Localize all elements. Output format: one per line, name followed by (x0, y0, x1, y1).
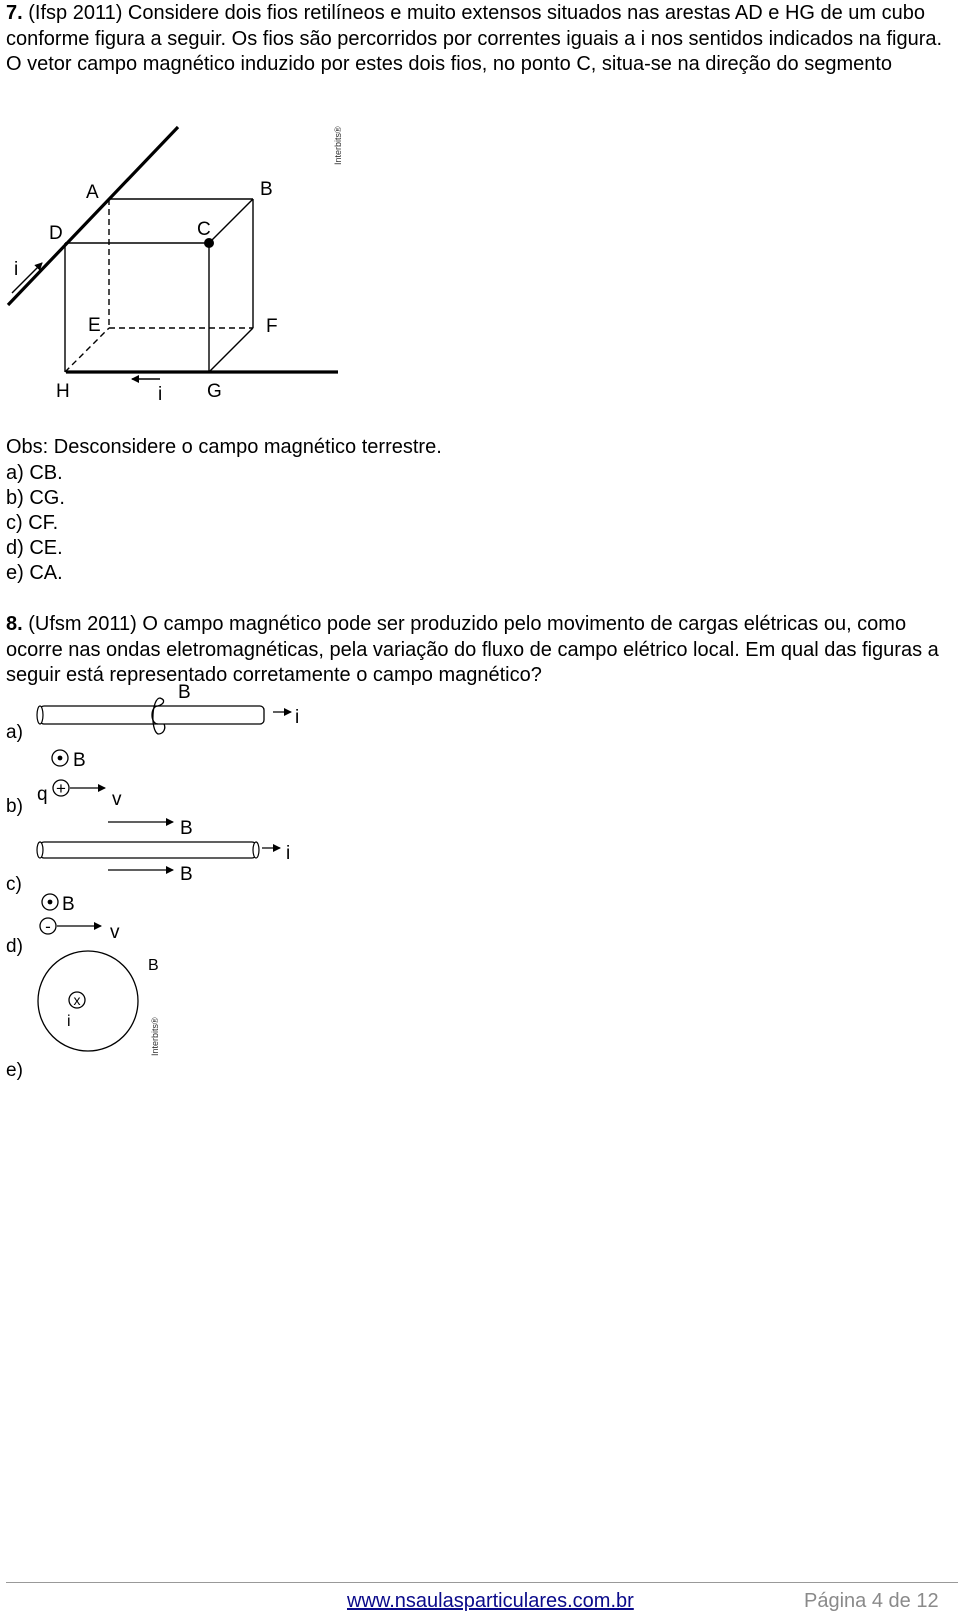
option-label-c: c) (6, 874, 22, 895)
option-e-b-label: B (148, 957, 159, 974)
option-c-b-label-bottom: B (180, 864, 193, 885)
question-7-obs: Obs: Desconsidere o campo magnético terrestre. (6, 436, 442, 458)
question-7-text (6, 1, 952, 78)
option-c-wire (40, 842, 256, 858)
q7-option-d: d) CE. (6, 537, 63, 559)
option-b-q-label: q (37, 784, 48, 805)
footer-page-number: Página 4 de 12 (804, 1590, 939, 1612)
option-b-v-label: v (112, 789, 122, 810)
question-7-statement: (Ifsp 2011) Considere dois fios retilíneos e muito extensos situados nas arestas AD e HG de um cubo conforme figura a seguir. Os fios são percorridos por correntes iguais a i nos sentidos indicados na figura. O vetor campo magnético induzido por estes dois fios, no ponto C, situa-se na direção do segmento (6, 2, 943, 75)
option-b-b-label: B (73, 750, 86, 771)
option-label-d: d) (6, 936, 23, 957)
option-d-v-label: v (110, 922, 120, 943)
question-8-statement: (Ufsm 2011) O campo magnético pode ser produzido pelo movimento de cargas elétricas ou, como ocorre nas ondas eletromagnéticas, pela variação do fluxo de campo elétrico local. Em qual das figuras a seguir está representado corretamente o campo magnético? (6, 613, 939, 686)
option-b-charge-sign: + (56, 779, 66, 798)
option-b-figure (37, 750, 122, 810)
question-8-text (6, 612, 952, 689)
option-e-i-label: i (67, 1013, 71, 1030)
option-a-b-label: B (178, 682, 191, 703)
question-7-number: 7. (6, 2, 23, 24)
label-a: A (86, 182, 99, 203)
label-i-wire-hg: i (158, 384, 163, 405)
footer-rule (6, 1582, 958, 1583)
option-c-b-label-top: B (180, 818, 193, 839)
q7-option-c: c) CF. (6, 512, 59, 534)
option-label-b: b) (6, 796, 23, 817)
label-b: B (260, 179, 273, 200)
option-d-charge-sign: - (45, 917, 51, 936)
option-a-i-label: i (295, 707, 300, 728)
fields-figure (0, 682, 320, 1110)
wire-ad (8, 127, 178, 305)
label-h: H (56, 381, 70, 402)
label-i-wire-ad: i (14, 259, 19, 280)
label-c: C (197, 219, 211, 240)
label-e: E (88, 315, 101, 336)
option-e-field-circle (38, 951, 138, 1051)
option-e-x-label: x (73, 992, 81, 1008)
q7-option-b: b) CG. (6, 487, 65, 509)
option-c-i-label: i (286, 843, 291, 864)
footer-site-link[interactable]: www.nsaulasparticulares.com.br (347, 1590, 634, 1612)
option-e-figure (38, 951, 160, 1056)
option-label-a: a) (6, 722, 23, 743)
label-g: G (207, 381, 222, 402)
label-f: F (266, 316, 278, 337)
question-8-number: 8. (6, 613, 23, 635)
cube-figure (0, 115, 343, 415)
option-a-figure (37, 682, 299, 734)
cube-edges (65, 199, 253, 372)
q7-option-e: e) CA. (6, 562, 63, 584)
label-d: D (49, 223, 63, 244)
option-label-e: e) (6, 1060, 23, 1081)
option-c-figure (37, 818, 290, 885)
option-d-figure (40, 894, 120, 943)
watermark-interbits-2: Interbits® (150, 1017, 160, 1056)
q7-option-a: a) CB. (6, 462, 63, 484)
option-d-b-label: B (62, 894, 75, 915)
watermark-interbits: Interbits® (333, 126, 343, 165)
